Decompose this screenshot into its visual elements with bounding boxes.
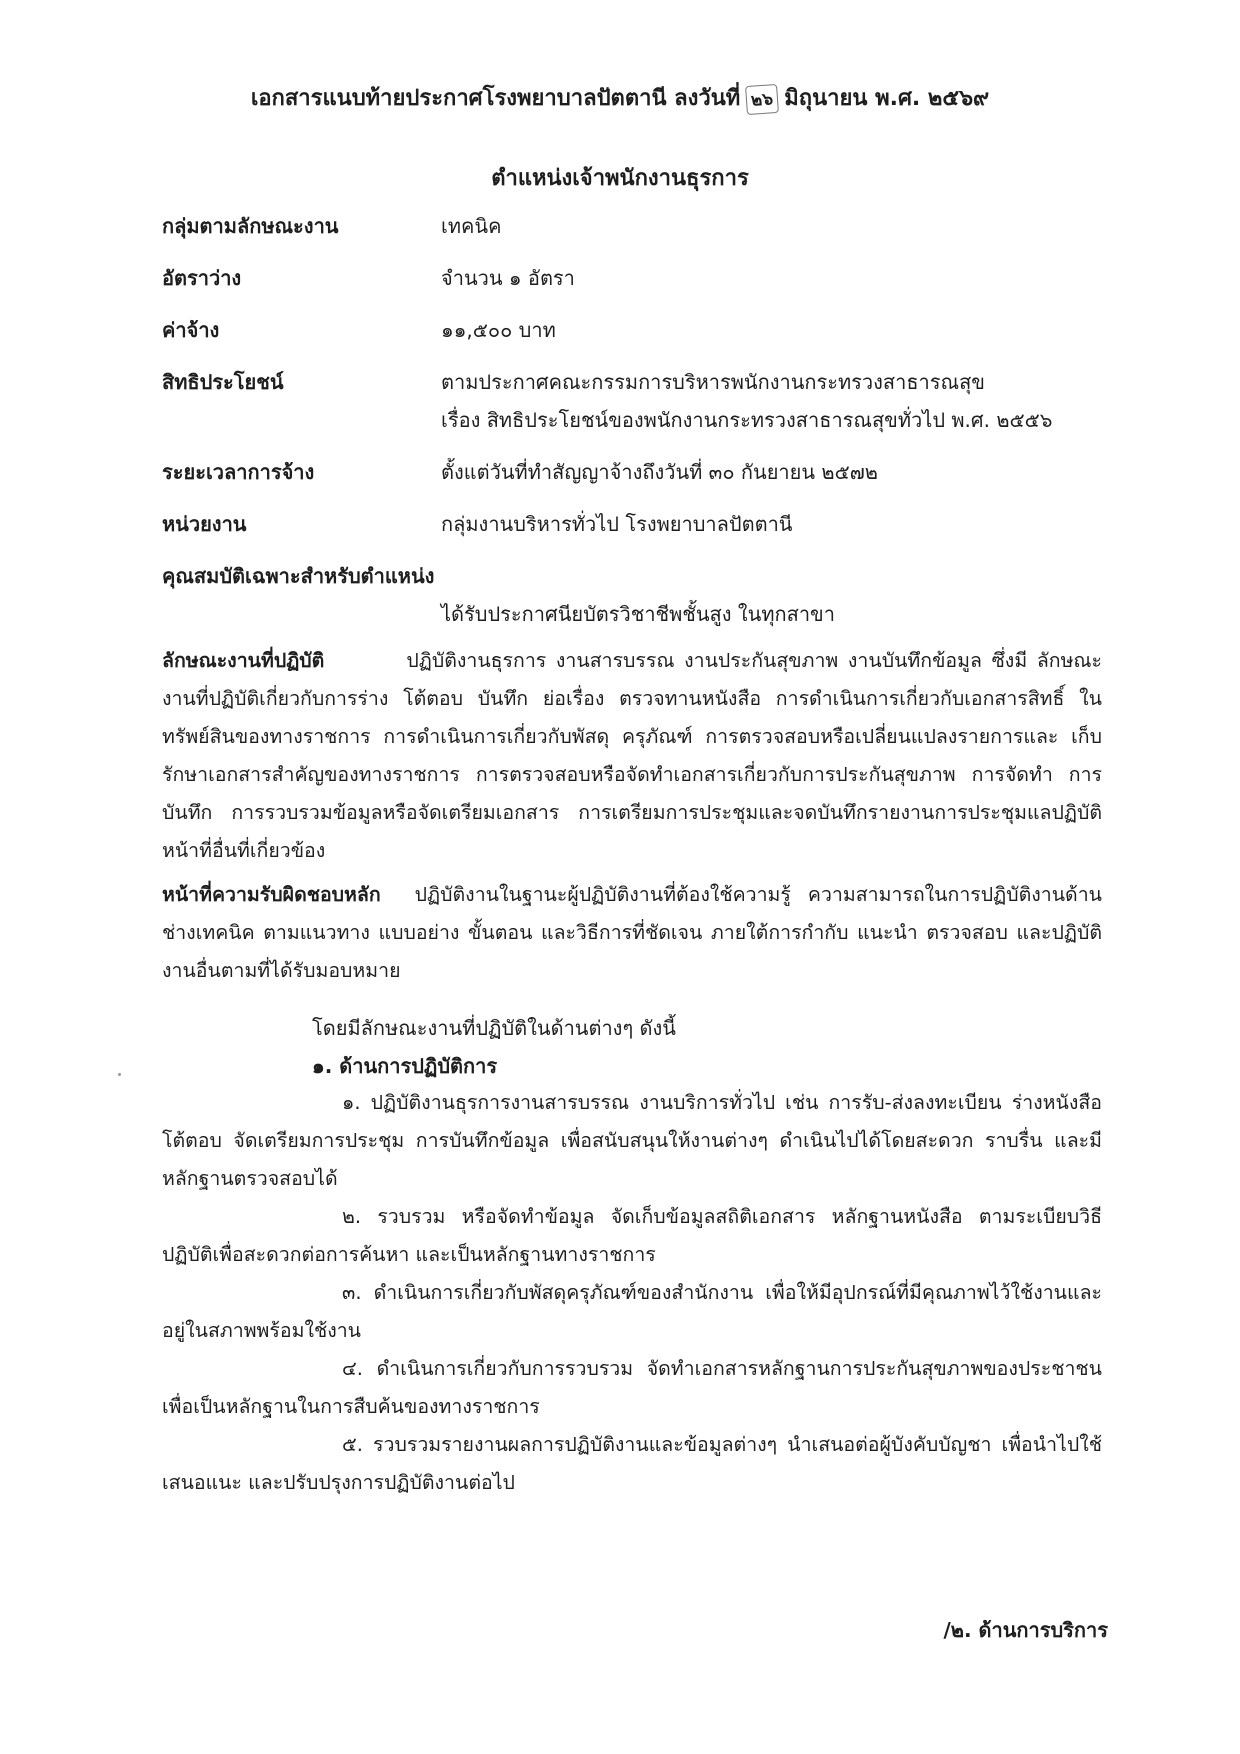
position-title: ตำแหน่งเจ้าพนักงานธุรการ: [491, 166, 749, 191]
header-text-post: มิถุนายน พ.ศ. ๒๕๖๙: [784, 86, 990, 111]
benefits-label: สิทธิประโยชน์: [162, 370, 284, 394]
unit-label: หน่วยงาน: [162, 512, 247, 536]
vacancy-value: จำนวน ๑ อัตรา: [441, 266, 575, 290]
qualification-label: คุณสมบัติเฉพาะสำหรับตำแหน่ง: [162, 564, 435, 588]
duties-heading: ๑. ด้านการปฏิบัติการ: [312, 1054, 498, 1078]
benefits-value-line2: เรื่อง สิทธิประโยชน์ของพนักงานกระทรวงสาธารณสุขทั่วไป พ.ศ. ๒๕๕๖: [441, 408, 1053, 432]
qualification-value: ได้รับประกาศนียบัตรวิชาชีพชั้นสูง ในทุกสาขา: [441, 602, 835, 626]
duties-intro: โดยมีลักษณะงานที่ปฏิบัติในด้านต่างๆ ดังนี้: [312, 1016, 676, 1040]
responsibility-label: หน้าที่ความรับผิดชอบหลัก: [162, 883, 381, 906]
vacancy-label: อัตราว่าง: [162, 266, 242, 290]
duty-item-5: ๕. รวบรวมรายงานผลการปฏิบัติงานและข้อมูลต่างๆ นำเสนอต่อผู้บังคับบัญชา เพื่อนำไปใช้เสนอแนะ และปรับปรุงการปฏิบัติงานต่อไป: [162, 1433, 1102, 1494]
responsibility-paragraph: [162, 876, 1102, 990]
job-nature-text: ปฏิบัติงานธุรการ งานสารบรรณ งานประกันสุขภาพ งานบันทึกข้อมูล ซึ่งมี ลักษณะงานที่ปฏิบัติเกี่ยวกับการร่าง โต้ตอบ บันทึก ย่อเรื่อง ตรวจทานหนังสือ การดำเนินการเกี่ยวกับเอกสารสิทธิ์ ในทรัพย์สินของทางราชการ การดำเนินการเกี่ยวกับพัสดุ ครุภัณฑ์ การตรวจสอบหรือเปลี่ยนแปลงรายการและ เก็บรักษาเอกสารสำคัญของทางราชการ การตรวจสอบหรือจัดทำเอกสารเกี่ยวกับการประกันสุขภาพ การจัดทำ การบันทึก การรวบรวมข้อมูลหรือจัดเตรียมเอกสาร การเตรียมการประชุมและจดบันทึกรายงานการประชุมแลปฏิบัติหน้าที่อื่นที่เกี่ยวข้อง: [162, 649, 1102, 862]
benefits-value-line1: ตามประกาศคณะกรรมการบริหารพนักงานกระทรวงสาธารณสุข: [441, 370, 985, 394]
continuation-note: /๒. ด้านการบริการ: [943, 1618, 1108, 1642]
group-value: เทคนิค: [441, 214, 502, 238]
job-nature-label: ลักษณะงานที่ปฏิบัติ: [162, 649, 325, 672]
duty-item-3: ๓. ดำเนินการเกี่ยวกับพัสดุครุภัณฑ์ของสำนักงาน เพื่อให้มีอุปกรณ์ที่มีคุณภาพไว้ใช้งานและอยู่ในสภาพพร้อมใช้งาน: [162, 1281, 1102, 1342]
unit-value: กลุ่มงานบริหารทั่วไป โรงพยาบาลปัตตานี: [441, 512, 793, 536]
scan-speck: [118, 1073, 121, 1076]
duty-item-1: ๑. ปฏิบัติงานธุรการงานสารบรรณ งานบริการทั่วไป เช่น การรับ-ส่งลงทะเบียน ร่างหนังสือโต้ตอบ จัดเตรียมการประชุม การบันทึกข้อมูล เพื่อสนับสนุนให้งานต่างๆ ดำเนินไปได้โดยสะดวก ราบรื่น และมีหลักฐานตรวจสอบได้: [162, 1091, 1102, 1190]
period-value: ตั้งแต่วันที่ทำสัญญาจ้างถึงวันที่ ๓๐ กันยายน ๒๕๗๒: [441, 460, 878, 484]
group-label: กลุ่มตามลักษณะงาน: [162, 214, 339, 238]
duty-item-4: ๔. ดำเนินการเกี่ยวกับการรวบรวม จัดทำเอกสารหลักฐานการประกันสุขภาพของประชาชน เพื่อเป็นหลักฐานในการสืบค้นของทางราชการ: [162, 1357, 1102, 1418]
salary-label: ค่าจ้าง: [162, 318, 220, 342]
document-header: [0, 80, 1240, 115]
duty-item-2: ๒. รวบรวม หรือจัดทำข้อมูล จัดเก็บข้อมูลสถิติเอกสาร หลักฐานหนังสือ ตามระเบียบวิธีปฏิบัติเพื่อสะดวกต่อการค้นหา และเป็นหลักฐานทางราชการ: [162, 1205, 1102, 1266]
handwritten-date-day: ๒๖: [745, 84, 779, 115]
period-label: ระยะเวลาการจ้าง: [162, 460, 315, 484]
salary-value: ๑๑,๕๐๐ บาท: [441, 318, 556, 342]
job-nature-paragraph: [162, 642, 1102, 870]
header-text-pre: เอกสารแนบท้ายประกาศโรงพยาบาลปัตตานี ลงวันที่: [250, 86, 741, 111]
responsibility-text: ปฏิบัติงานในฐานะผู้ปฏิบัติงานที่ต้องใช้ความรู้ ความสามารถในการปฏิบัติงานด้านช่างเทคนิค ตามแนวทาง แบบอย่าง ขั้นตอน และวิธีการที่ชัดเจน ภายใต้การกำกับ แนะนำ ตรวจสอบ และปฏิบัติงานอื่นตามที่ได้รับมอบหมาย: [162, 883, 1102, 982]
